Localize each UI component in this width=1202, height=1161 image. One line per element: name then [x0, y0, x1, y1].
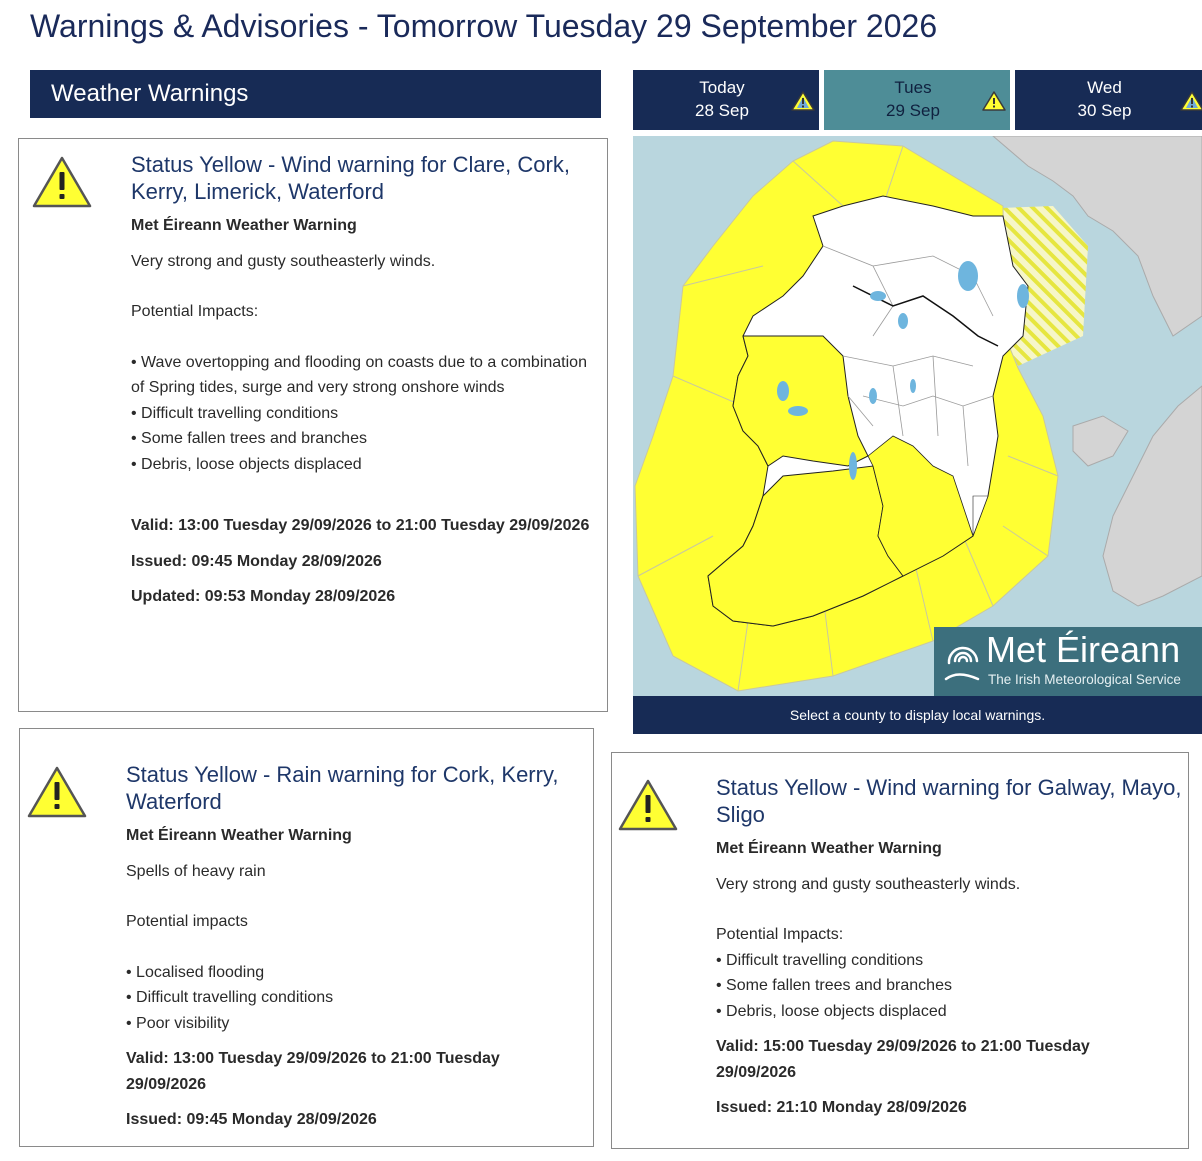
issued-time: Issued: 09:45 Monday 28/09/2026 — [126, 1111, 377, 1128]
warning-triangle-icon — [982, 90, 1006, 112]
impacts-list — [716, 948, 1186, 1025]
valid-time: Valid: 15:00 Tuesday 29/09/2026 to 21:00 Tuesday 29/09/2026 — [716, 1038, 1090, 1081]
warning-card[interactable] — [611, 752, 1189, 1149]
tab-day-label: Wed — [1087, 78, 1122, 97]
issued-time: Issued: 21:10 Monday 28/09/2026 — [716, 1099, 967, 1116]
valid-time: Valid: 13:00 Tuesday 29/09/2026 to 21:00 Tuesday 29/09/2026 — [131, 517, 590, 534]
met-eireann-swirl-icon — [944, 633, 982, 689]
warning-source: Met Éireann Weather Warning — [716, 840, 942, 857]
impacts-heading: Potential impacts — [126, 913, 248, 930]
warning-description: Very strong and gusty southeasterly winds. — [131, 252, 436, 270]
impacts-list — [131, 350, 591, 478]
weather-warnings-header: Weather Warnings — [30, 70, 601, 118]
warning-triangle-icon — [791, 90, 815, 112]
tab-today[interactable] — [633, 70, 819, 130]
warning-title[interactable]: Status Yellow - Wind warning for Galway, Mayo, Sligo — [716, 775, 1182, 827]
impact-item: • Difficult travelling conditions — [126, 985, 576, 1011]
impacts-list — [126, 960, 576, 1037]
tab-date-label: 30 Sep — [1077, 101, 1132, 120]
issued-time: Issued: 09:45 Monday 28/09/2026 — [131, 552, 382, 570]
impact-item: • Some fallen trees and branches — [131, 426, 591, 452]
tab-day-label: Today — [699, 78, 745, 97]
impact-item: • Localised flooding — [126, 960, 576, 986]
updated-time: Updated: 09:53 Monday 28/09/2026 — [131, 588, 396, 605]
warning-triangle-icon — [617, 777, 679, 833]
tab-wed[interactable] — [1015, 70, 1202, 130]
impact-item: • Difficult travelling conditions — [131, 401, 591, 427]
impact-item: • Debris, loose objects displaced — [716, 999, 1186, 1025]
warning-card[interactable] — [18, 138, 608, 712]
warning-triangle-icon — [1180, 90, 1202, 112]
impacts-heading: Potential Impacts: — [131, 303, 259, 320]
valid-time: Valid: 13:00 Tuesday 29/09/2026 to 21:00 Tuesday 29/09/2026 — [126, 1050, 500, 1093]
warning-source: Met Éireann Weather Warning — [131, 217, 357, 234]
tab-day-label: Tues — [894, 78, 932, 97]
tab-date-label: 28 Sep — [695, 101, 749, 120]
page-title: Warnings & Advisories - Tomorrow Tuesday 29 September 2026 — [30, 8, 938, 44]
impact-item: • Wave overtopping and flooding on coasts due to a combination of Spring tides, surge and very strong onshore winds — [131, 350, 591, 401]
warning-title[interactable]: Status Yellow - Wind warning for Clare, Cork, Kerry, Limerick, Waterford — [131, 152, 570, 204]
impact-item: • Poor visibility — [126, 1011, 576, 1037]
warning-triangle-icon — [31, 154, 93, 210]
tab-tues[interactable] — [824, 70, 1010, 130]
ireland-map[interactable] — [633, 136, 1202, 696]
warning-description: Very strong and gusty southeasterly winds. — [716, 875, 1021, 893]
day-tabs — [633, 70, 1202, 130]
impact-item: • Debris, loose objects displaced — [131, 452, 591, 478]
impacts-heading: Potential Impacts: — [716, 926, 844, 943]
warning-card[interactable] — [19, 728, 594, 1147]
warning-source: Met Éireann Weather Warning — [126, 827, 352, 844]
met-eireann-logo — [934, 627, 1202, 696]
logo-name: Met Éireann — [986, 629, 1181, 670]
warning-triangle-icon — [26, 764, 88, 820]
warnings-map[interactable] — [633, 136, 1202, 734]
tab-date-label: 29 Sep — [886, 101, 940, 120]
warning-description: Spells of heavy rain — [126, 862, 266, 880]
impact-item: • Difficult travelling conditions — [716, 948, 1186, 974]
impact-item: • Some fallen trees and branches — [716, 973, 1186, 999]
map-footer: Select a county to display local warnings. — [633, 696, 1202, 734]
logo-subtitle: The Irish Meteorological Service — [988, 672, 1181, 687]
warning-title[interactable]: Status Yellow - Rain warning for Cork, Kerry, Waterford — [126, 762, 559, 814]
